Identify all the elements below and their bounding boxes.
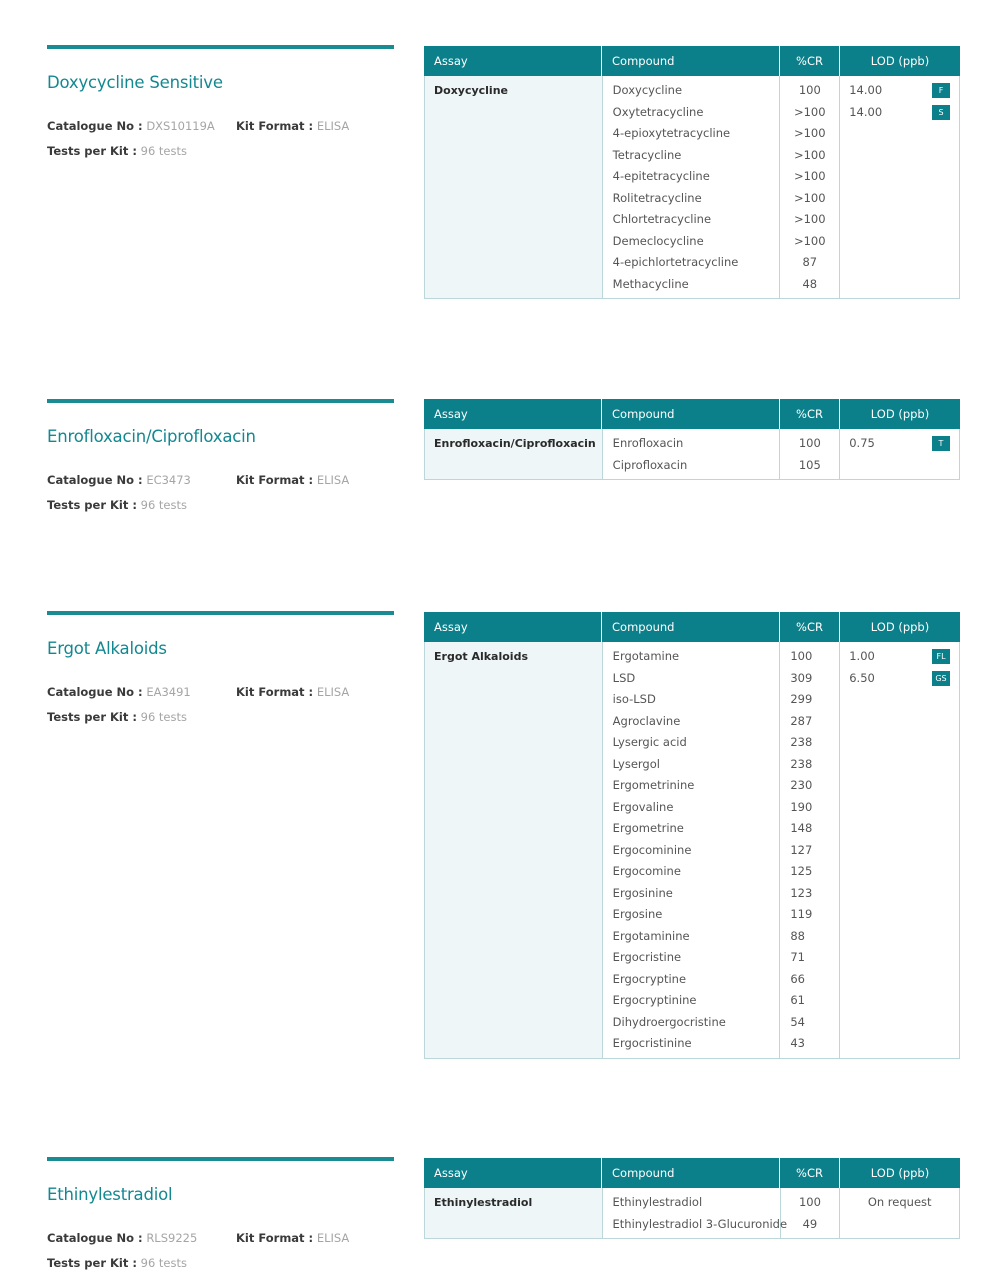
product-title: Ergot Alkaloids xyxy=(47,639,167,658)
compound-cell: Demeclocycline xyxy=(612,233,704,248)
compound-cell: Ergovaline xyxy=(612,799,674,814)
catalogue-label: Catalogue No : xyxy=(47,119,143,133)
lod-cell xyxy=(840,102,959,124)
sample-type-badge: FL xyxy=(932,649,950,664)
assay-name: Ethinylestradiol xyxy=(434,1196,533,1209)
tests-value: 96 tests xyxy=(140,1256,187,1270)
compound-cell: Ergosine xyxy=(612,907,663,921)
lod-value: 14.00 xyxy=(849,83,883,97)
lod-cell xyxy=(840,433,959,455)
lod-cell xyxy=(840,668,959,690)
product-meta xyxy=(47,468,394,518)
compound-cell: Ergocominine xyxy=(612,842,692,857)
cr-cell: 190 xyxy=(790,799,813,814)
section-rule xyxy=(47,45,394,49)
lod-value: 1.00 xyxy=(849,649,875,663)
cr-cell: >100 xyxy=(793,233,826,248)
cr-cell: 238 xyxy=(790,735,813,749)
lod-cell xyxy=(840,80,959,102)
table-body xyxy=(424,429,960,480)
cr-cell: 87 xyxy=(802,255,818,269)
compound-cell: Ergosinine xyxy=(612,885,673,900)
catalogue-label: Catalogue No : xyxy=(47,685,143,699)
header-lod: LOD (ppb) xyxy=(870,620,930,634)
product-info xyxy=(47,399,394,518)
product-info xyxy=(47,1157,394,1276)
cr-cell: 54 xyxy=(790,1014,805,1029)
cr-cell: 299 xyxy=(790,692,813,706)
compound-cell: Methacycline xyxy=(612,276,689,291)
compound-cell: Ergotaminine xyxy=(612,928,690,943)
compound-cell: 4-epichlortetracycline xyxy=(612,255,739,269)
tests-value: 96 tests xyxy=(140,144,187,158)
cr-cell: 88 xyxy=(790,928,805,943)
compound-column xyxy=(603,642,781,1058)
compound-cell: Ethinylestradiol 3-Glucuronide xyxy=(612,1216,788,1231)
lod-column xyxy=(840,1188,959,1238)
lod-column xyxy=(840,429,959,479)
header-lod: LOD (ppb) xyxy=(870,407,930,421)
cr-column xyxy=(780,76,840,298)
cr-cell: 48 xyxy=(802,276,818,291)
cr-cell: >100 xyxy=(793,169,826,183)
tests-label: Tests per Kit : xyxy=(47,144,137,158)
cr-cell: 100 xyxy=(798,1195,821,1209)
header-lod: LOD (ppb) xyxy=(870,1166,930,1180)
product-info xyxy=(47,611,394,730)
cr-cell: 119 xyxy=(790,907,813,921)
compound-cell: Ergometrine xyxy=(612,821,684,835)
cr-cell: 127 xyxy=(790,842,813,857)
header-assay: Assay xyxy=(424,612,602,642)
cr-cell: 66 xyxy=(790,971,805,986)
header-cr: %CR xyxy=(780,612,840,642)
kit-format-label: Kit Format : xyxy=(236,1231,314,1245)
cr-cell: 148 xyxy=(790,821,813,835)
cr-cell: 125 xyxy=(790,864,813,878)
assay-table xyxy=(424,399,960,480)
cr-cell: 100 xyxy=(790,649,813,663)
assay-column xyxy=(425,1188,603,1238)
cr-cell: 71 xyxy=(790,950,805,964)
table-header xyxy=(424,1158,960,1188)
product-meta xyxy=(47,1226,394,1276)
cr-cell: 61 xyxy=(790,993,805,1007)
table-header xyxy=(424,612,960,642)
cr-cell: 309 xyxy=(790,670,813,685)
catalogue-value: EA3491 xyxy=(146,685,191,699)
cr-cell: 49 xyxy=(802,1216,818,1231)
compound-cell: Ergocomine xyxy=(612,864,681,878)
assay-column xyxy=(425,76,603,298)
header-assay: Assay xyxy=(424,1158,602,1188)
lod-column xyxy=(840,76,959,298)
product-meta xyxy=(47,680,394,730)
cr-cell: 100 xyxy=(798,83,821,97)
compound-cell: iso-LSD xyxy=(612,692,656,706)
compound-cell: Oxytetracycline xyxy=(612,104,704,119)
cr-cell: >100 xyxy=(793,212,826,226)
catalogue-label: Catalogue No : xyxy=(47,473,143,487)
assay-column xyxy=(425,429,603,479)
lod-cell: On request xyxy=(867,1195,932,1209)
compound-cell: Ergocryptine xyxy=(612,971,687,986)
sample-type-badge: T xyxy=(932,436,950,451)
assay-name: Enrofloxacin/Ciprofloxacin xyxy=(434,437,596,450)
tests-label: Tests per Kit : xyxy=(47,710,137,724)
section-rule xyxy=(47,1157,394,1161)
compound-cell: Enrofloxacin xyxy=(612,436,684,450)
cr-cell: 43 xyxy=(790,1036,805,1050)
compound-cell: Lysergic acid xyxy=(612,735,687,749)
kit-format-label: Kit Format : xyxy=(236,119,314,133)
kit-format-value: ELISA xyxy=(316,685,350,699)
cr-cell: 230 xyxy=(790,778,813,792)
compound-cell: Ergocryptinine xyxy=(612,993,697,1007)
header-cr: %CR xyxy=(780,399,840,429)
lod-value: 6.50 xyxy=(849,670,875,685)
compound-cell: LSD xyxy=(612,670,636,685)
table-header xyxy=(424,46,960,76)
cr-cell: 238 xyxy=(790,756,813,771)
kit-format-label: Kit Format : xyxy=(236,685,314,699)
compound-cell: Rolitetracycline xyxy=(612,190,702,205)
compound-cell: Agroclavine xyxy=(612,713,681,728)
compound-cell: Dihydroergocristine xyxy=(612,1014,726,1029)
catalogue-label: Catalogue No : xyxy=(47,1231,143,1245)
compound-cell: Doxycycline xyxy=(612,83,683,97)
kit-format-value: ELISA xyxy=(316,1231,350,1245)
cr-cell: 100 xyxy=(798,436,821,450)
compound-cell: Tetracycline xyxy=(612,147,682,162)
section-rule xyxy=(47,399,394,403)
sample-type-badge: GS xyxy=(932,671,950,686)
product-info xyxy=(47,45,394,164)
cr-column xyxy=(780,642,840,1058)
compound-cell: Ciprofloxacin xyxy=(612,457,688,472)
lod-cell xyxy=(840,646,959,668)
cr-cell: >100 xyxy=(793,104,826,119)
cr-cell: 105 xyxy=(798,457,821,472)
header-compound: Compound xyxy=(602,399,780,429)
header-cr: %CR xyxy=(780,46,840,76)
cr-cell: >100 xyxy=(793,190,826,205)
sample-type-badge: F xyxy=(932,83,950,98)
compound-cell: Chlortetracycline xyxy=(612,212,712,226)
cr-cell: 287 xyxy=(790,713,813,728)
header-compound: Compound xyxy=(602,46,780,76)
cr-cell: >100 xyxy=(793,126,826,140)
tests-label: Tests per Kit : xyxy=(47,498,137,512)
cr-column xyxy=(781,1188,841,1238)
kit-format-value: ELISA xyxy=(316,473,350,487)
compound-cell: Ergometrinine xyxy=(612,778,695,792)
tests-value: 96 tests xyxy=(140,710,187,724)
table-body xyxy=(424,1188,960,1239)
kit-format-value: ELISA xyxy=(316,119,350,133)
compound-cell: Ergotamine xyxy=(612,649,680,663)
kit-format-label: Kit Format : xyxy=(236,473,314,487)
compound-cell: Lysergol xyxy=(612,756,660,771)
compound-cell: Ergocristinine xyxy=(612,1036,692,1050)
compound-column xyxy=(603,429,781,479)
compound-column xyxy=(603,76,781,298)
section-rule xyxy=(47,611,394,615)
header-lod: LOD (ppb) xyxy=(870,54,930,68)
header-assay: Assay xyxy=(424,399,602,429)
header-assay: Assay xyxy=(424,46,602,76)
header-cr: %CR xyxy=(780,1158,840,1188)
compound-column xyxy=(603,1188,788,1238)
lod-column xyxy=(840,642,959,1058)
assay-table xyxy=(424,46,960,299)
table-header xyxy=(424,399,960,429)
product-meta xyxy=(47,114,394,164)
tests-value: 96 tests xyxy=(140,498,187,512)
table-body xyxy=(424,642,960,1059)
catalogue-value: EC3473 xyxy=(146,473,191,487)
compound-cell: Ergocristine xyxy=(612,950,682,964)
sample-type-badge: S xyxy=(932,105,950,120)
cr-cell: >100 xyxy=(793,147,826,162)
product-title: Enrofloxacin/Ciprofloxacin xyxy=(47,427,256,446)
tests-label: Tests per Kit : xyxy=(47,1256,137,1270)
cr-cell: 123 xyxy=(790,885,813,900)
header-compound: Compound xyxy=(602,1158,780,1188)
catalogue-value: RLS9225 xyxy=(146,1231,198,1245)
cr-column xyxy=(780,429,840,479)
lod-value: 0.75 xyxy=(849,436,875,450)
assay-name: Ergot Alkaloids xyxy=(434,650,528,663)
lod-value: 14.00 xyxy=(849,104,883,119)
catalogue-value: DXS10119A xyxy=(146,119,215,133)
compound-cell: 4-epioxytetracycline xyxy=(612,126,731,140)
assay-name: Doxycycline xyxy=(434,84,508,97)
compound-cell: Ethinylestradiol xyxy=(612,1195,703,1209)
product-title: Doxycycline Sensitive xyxy=(47,73,223,92)
assay-column xyxy=(425,642,603,1058)
header-compound: Compound xyxy=(602,612,780,642)
compound-cell: 4-epitetracycline xyxy=(612,169,710,183)
table-body xyxy=(424,76,960,299)
product-title: Ethinylestradiol xyxy=(47,1185,173,1204)
assay-table xyxy=(424,612,960,1059)
assay-table xyxy=(424,1158,960,1239)
